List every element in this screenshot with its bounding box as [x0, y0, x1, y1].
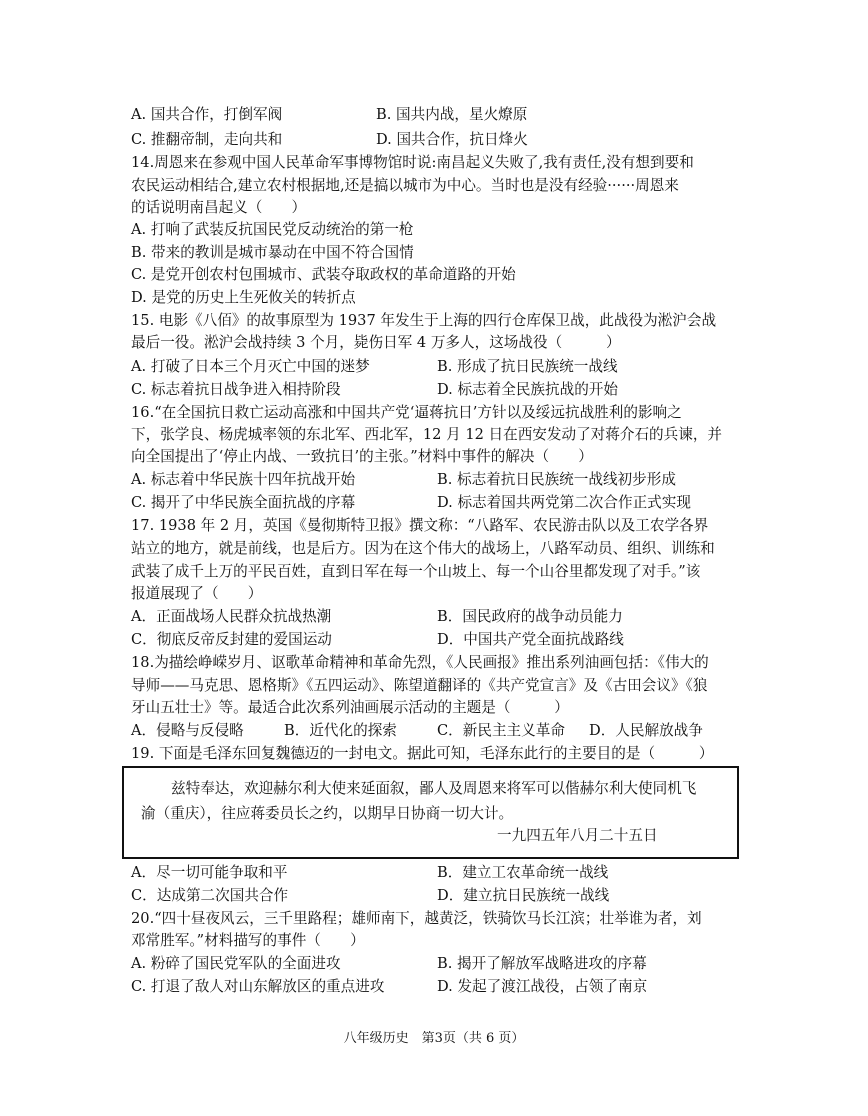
- q19-option-c: C．达成第二次国共合作: [131, 887, 289, 904]
- q17-option-b: B．国民政府的战争动员能力: [437, 608, 623, 625]
- q13-option-b: B. 国共内战，星火燎原: [376, 106, 528, 123]
- q17-option-a: A．正面战场人民群众抗战热潮: [131, 608, 332, 625]
- q15-option-c: C. 标志着抗日战争进入相持阶段: [131, 381, 341, 398]
- q20-option-a: A. 粉碎了国民党军队的全面进攻: [131, 955, 341, 972]
- q19-options-row1: [131, 862, 609, 884]
- q20-option-b: B. 揭开了解放军战略进攻的序幕: [437, 955, 647, 972]
- q17-option-c: C．彻底反帝反封建的爱国运动: [131, 631, 332, 648]
- q16-stem-line1: 16.“在全国抗日救亡运动高涨和中国共产党‘逼蒋抗日’方针以及绥远抗战胜利的影响之: [131, 404, 682, 421]
- q16-options-row1: [131, 469, 676, 491]
- q16-option-d: D. 标志着国共两党第二次合作正式实现: [437, 494, 691, 511]
- q15-options-row2: [131, 379, 618, 401]
- q15-option-d: D. 标志着全民族抗战的开始: [437, 381, 618, 398]
- telegram-line1: 兹特奉达，欢迎赫尔利大使来延面叙，鄙人及周恩来将军可以偕赫尔利大使同机飞: [171, 780, 697, 797]
- q20-options-row2: [131, 976, 648, 998]
- q20-stem-line1: 20.“四十昼夜风云，三千里路程；雄师南下，越黄泛，铁骑饮马长江滨；壮举谁为者，刘: [131, 910, 702, 927]
- q14-stem-line1: 14.周恩来在参观中国人民革命军事博物馆时说:南昌起义失败了,我有责任,没有想到要和: [131, 154, 694, 171]
- q17-options-row2: [131, 629, 624, 651]
- q20-options-row1: [131, 953, 647, 975]
- telegram-line2: 渝（重庆），往应蒋委员长之约，以期早日协商一切大计。: [141, 805, 514, 822]
- q15-option-b: B. 形成了抗日民族统一战线: [437, 358, 618, 375]
- q19-option-b: B．建立工农革命统一战线: [437, 864, 609, 881]
- q18-option-b: B．近代化的探索: [284, 722, 397, 739]
- q16-stem-line3: 向全国提出了‘停止内战、一致抗日’的主张。”材料中事件的解决（ ）: [131, 448, 593, 465]
- q16-options-row2: [131, 492, 691, 514]
- q16-stem-line2: 下，张学良、杨虎城率领的东北军、西北军，12 月 12 日在西安发动了对蒋介石的兵谏，并: [131, 426, 723, 443]
- q13-option-c: C. 推翻帝制，走向共和: [131, 131, 283, 148]
- q18-stem-line1: 18.为描绘峥嵘岁月、讴歌革命精神和革命先烈，《人民画报》推出系列油画包括：《伟大的: [131, 654, 709, 671]
- q13-options-row2: [131, 129, 528, 151]
- q19-option-a: A．尽一切可能争取和平: [131, 864, 288, 881]
- q13-options-row1: [131, 104, 528, 126]
- q14-stem-line2: 农民运动相结合,建立农村根据地,还是搞以城市为中心。当时也是没有经验······周恩来: [131, 177, 679, 194]
- q17-stem-line1: 17. 1938 年 2 月，英国《曼彻斯特卫报》撰文称：“八路军、农民游击队以及工农学各界: [131, 517, 709, 534]
- q19-options-row2: [131, 885, 610, 907]
- page-footer: 八年级历史 第3页（共 6 页）: [343, 1031, 525, 1046]
- q18-option-a: A．侵略与反侵略: [131, 722, 244, 739]
- q14-option-c: C. 是党开创农村包围城市、武装夺取政权的革命道路的开始: [131, 266, 516, 283]
- q20-option-c: C. 打退了敌人对山东解放区的重点进攻: [131, 978, 385, 995]
- q20-stem-line2: 邓常胜军。”材料描写的事件（ ）: [131, 932, 365, 949]
- q14-option-a: A. 打响了武装反抗国民党反动统治的第一枪: [131, 221, 414, 238]
- q14-option-b: B. 带来的教训是城市暴动在中国不符合国情: [131, 244, 414, 261]
- telegram-date: 一九四五年八月二十五日: [497, 827, 658, 844]
- telegram-box: [122, 766, 739, 859]
- q13-option-d: D. 国共合作，抗日烽火: [376, 131, 528, 148]
- q20-option-d: D. 发起了渡江战役，占领了南京: [437, 978, 648, 995]
- q19-stem: 19. 下面是毛泽东回复魏德迈的一封电文。据此可知，毛泽东此行的主要目的是（ ）: [131, 745, 714, 762]
- q18-stem-line3: 牙山五壮士》等。最适合此次系列油画展示活动的主题是（ ）: [131, 699, 569, 716]
- q18-options-row: [131, 720, 703, 742]
- q18-option-c: C．新民主主义革命: [437, 722, 565, 739]
- q17-stem-line4: 报道展现了（ ）: [131, 585, 263, 602]
- q17-stem-line3: 武装了成千上万的平民百姓，直到日军在每一个山坡上、每一个山谷里都发现了对手。”该: [131, 563, 701, 580]
- q18-stem-line2: 导师——马克思、恩格斯》《五四运动》、陈望道翻译的《共产党宣言》及《古田会议》《狼: [131, 677, 708, 694]
- q14-option-d: D. 是党的历史上生死攸关的转折点: [131, 289, 356, 306]
- q19-option-d: D．建立抗日民族统一战线: [437, 887, 610, 904]
- q16-option-b: B. 标志着抗日民族统一战线初步形成: [437, 471, 676, 488]
- q13-option-a: A. 国共合作，打倒军阀: [131, 106, 283, 123]
- q17-options-row1: [131, 606, 623, 628]
- q15-options-row1: [131, 356, 618, 378]
- q17-option-d: D．中国共产党全面抗战路线: [437, 631, 624, 648]
- q15-option-a: A. 打破了日本三个月灭亡中国的迷梦: [131, 358, 370, 375]
- q18-option-d: D．人民解放战争: [589, 722, 703, 739]
- q15-stem-line1: 15. 电影《八佰》的故事原型为 1937 年发生于上海的四行仓库保卫战，此战役为淞沪会战: [131, 312, 717, 329]
- q17-stem-line2: 站立的地方，就是前线，也是后方。因为在这个伟大的战场上，八路军动员、组织、训练和: [131, 540, 715, 557]
- q15-stem-line2: 最后一役。淞沪会战持续 3 个月，毙伤日军 4 万多人，这场战役（ ）: [131, 334, 621, 351]
- q16-option-c: C. 揭开了中华民族全面抗战的序幕: [131, 494, 356, 511]
- q16-option-a: A. 标志着中华民族十四年抗战开始: [131, 471, 356, 488]
- q14-stem-line3: 的话说明南昌起义（ ）: [131, 199, 307, 216]
